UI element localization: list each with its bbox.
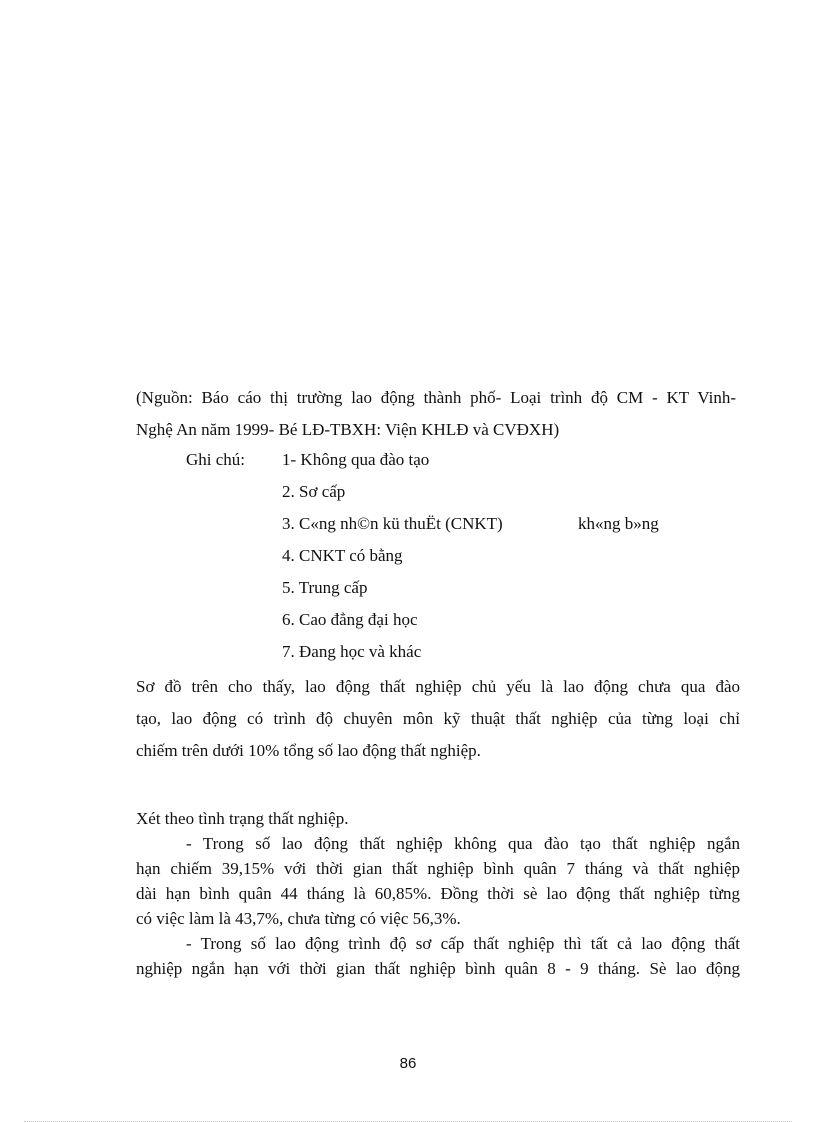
source-line-1: (Nguồn: Báo cáo thị trường lao động thành phố- Loại trình độ CM - KT Vinh- — [136, 388, 736, 407]
note-row-5 — [0, 572, 816, 604]
paragraph-line: - Trong số lao động thất nghiệp không qua đào tạo thất nghiệp ngắn — [186, 834, 740, 853]
section-unemployment-status — [136, 806, 740, 981]
source-citation — [136, 382, 736, 446]
note-row-2 — [0, 476, 816, 508]
paragraph-line: Sơ đồ trên cho thấy, lao động thất nghiệp chủ yếu là lao động chưa qua đào — [136, 677, 740, 696]
note-row-1 — [0, 444, 816, 476]
note-row-4 — [0, 540, 816, 572]
source-line-2: Nghệ An năm 1999- Bé LĐ-TBXH: Viện KHLĐ và CVĐXH) — [136, 420, 560, 439]
paragraph-summary — [136, 671, 740, 767]
paragraph-line: - Trong số lao động trình độ sơ cấp thất nghiệp thì tất cả lao động thất — [186, 934, 740, 953]
footer-divider — [24, 1121, 792, 1122]
paragraph-line: nghiệp ngắn hạn với thời gian thất nghiệp bình quân 8 - 9 tháng. Sè lao động — [136, 959, 740, 978]
note-item: 5. Trung cấp — [282, 578, 368, 597]
paragraph-line: chiếm trên dưới 10% tổng số lao động thất nghiệp. — [136, 741, 481, 760]
notes-label: Ghi chú: — [186, 450, 246, 469]
paragraph-line: hạn chiếm 39,15% với thời gian thất nghiệp bình quân 7 tháng và thất nghiệp — [136, 859, 740, 878]
note-item-extra: kh«ng b»ng — [578, 514, 659, 533]
note-row-7 — [0, 636, 816, 668]
note-item: 6. Cao đẳng đại học — [282, 610, 418, 629]
note-item: 7. Đang học và khác — [282, 642, 422, 661]
note-item: 3. C«ng nh©n kü thuËt (CNKT) — [282, 514, 503, 533]
note-row-3 — [0, 508, 816, 540]
paragraph-line: dài hạn bình quân 44 tháng là 60,85%. Đồng thời sè lao động thất nghiệp từng — [136, 884, 740, 903]
note-row-6 — [0, 604, 816, 636]
note-item: 1- Không qua đào tạo — [282, 450, 430, 469]
paragraph-line: có việc làm là 43,7%, chưa từng có việc 56,3%. — [136, 909, 461, 928]
page-number: 86 — [399, 1055, 417, 1072]
section-heading: Xét theo tình trạng thất nghiệp. — [136, 809, 349, 828]
note-item: 4. CNKT có bằng — [282, 546, 403, 565]
paragraph-line: tạo, lao động có trình độ chuyên môn kỹ thuật thất nghiệp của từng loại chỉ — [136, 709, 740, 728]
note-item: 2. Sơ cấp — [282, 482, 346, 501]
